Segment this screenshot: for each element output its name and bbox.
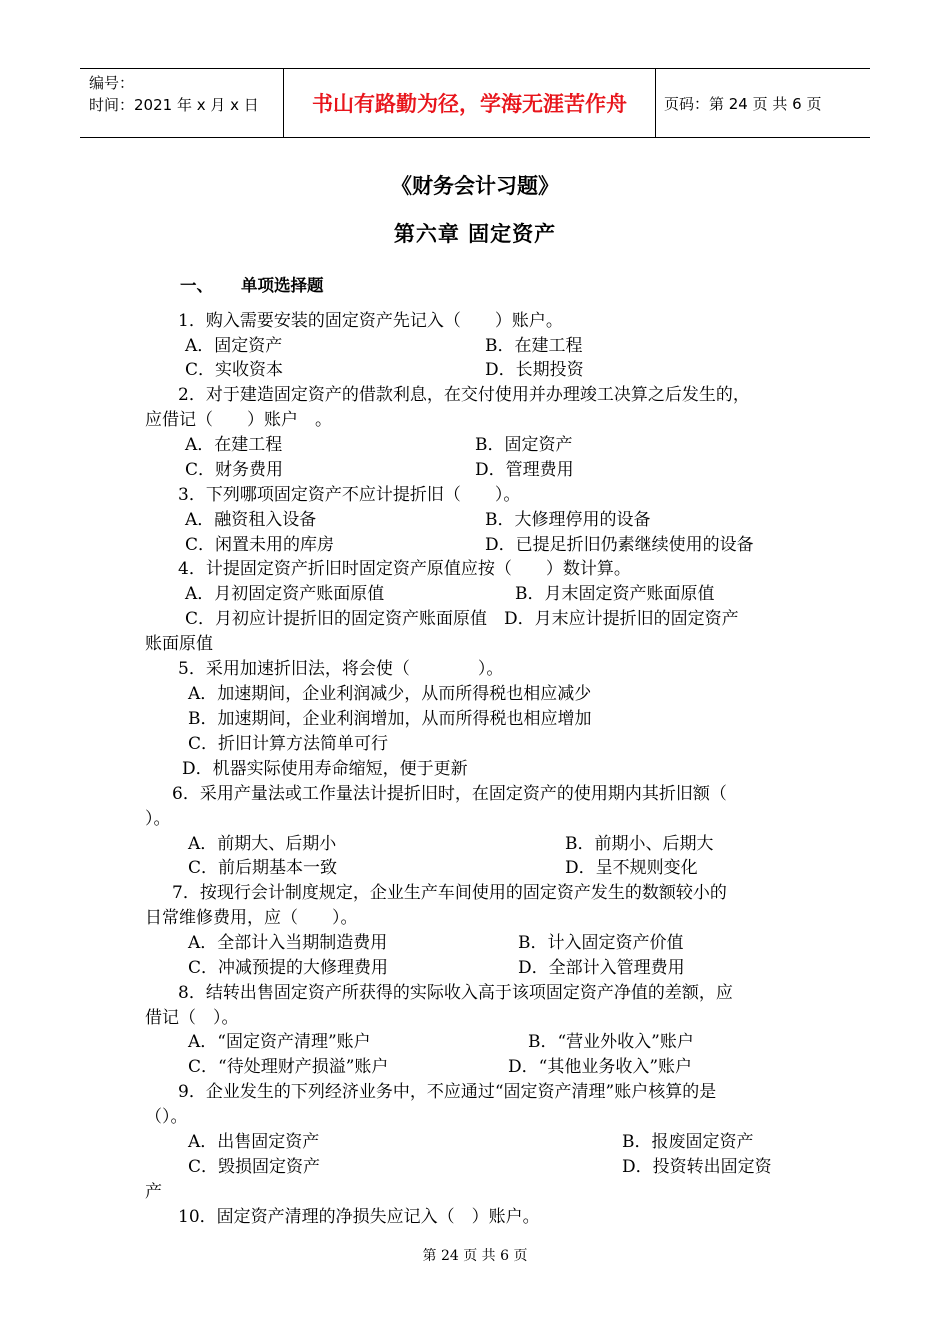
header-motto: 书山有路勤为径，学海无涯苦作舟	[283, 69, 656, 137]
question-1-option-d: D．长期投资	[485, 360, 584, 380]
question-6-option-d: D．呈不规则变化	[565, 858, 698, 878]
question-8-option-b: B．“营业外收入”账户	[528, 1032, 694, 1052]
question-3-stem: 3．下列哪项固定资产不应计提折旧（ ）。	[178, 485, 521, 505]
question-9-option-d: D．投资转出固定资	[622, 1157, 772, 1177]
section-heading	[180, 272, 324, 296]
question-9-option-a: A．出售固定资产	[188, 1132, 320, 1152]
question-9-stem-cont: （）。	[145, 1107, 188, 1127]
question-3-option-a: A．融资租入设备	[185, 510, 317, 530]
question-6-option-b: B．前期小、后期大	[565, 834, 714, 854]
question-5-option-c: C．折旧计算方法简单可行	[188, 734, 389, 754]
header-meta	[80, 69, 283, 137]
question-6-stem: 6．采用产量法或工作量法计提折旧时，在固定资产的使用期内其折旧额（	[172, 784, 727, 804]
question-7-stem-cont: 日常维修费用，应（ ）。	[145, 908, 358, 928]
question-2-stem: 2．对于建造固定资产的借款利息，在交付使用并办理竣工决算之后发生的，	[178, 385, 750, 405]
question-3-option-b: B．大修理停用的设备	[485, 510, 651, 530]
question-9-option-cont: 产	[145, 1182, 162, 1202]
question-4-option-a: A．月初固定资产账面原值	[185, 584, 385, 604]
question-1-option-a: A．固定资产	[185, 336, 283, 356]
question-8-stem-cont: 借记（ ）。	[145, 1008, 239, 1028]
chapter-title: 第六章 固定资产	[393, 222, 557, 246]
question-9-option-b: B．报废固定资产	[622, 1132, 754, 1152]
question-2-stem-cont: 应借记（ ）账户 。	[145, 410, 332, 430]
question-8-option-d: D．“其他业务收入”账户	[508, 1057, 693, 1077]
question-5-stem: 5．采用加速折旧法，将会使（ ）。	[178, 659, 504, 679]
question-7-option-c: C．冲减预提的大修理费用	[188, 958, 389, 978]
question-8-stem: 8．结转出售固定资产所获得的实际收入高于该项固定资产净值的差额，应	[178, 983, 733, 1003]
question-2-option-d: D．管理费用	[475, 460, 574, 480]
question-1-stem: 1．购入需要安装的固定资产先记入（ ）账户。	[178, 311, 563, 331]
question-2-option-b: B．固定资产	[475, 435, 573, 455]
question-9-stem: 9．企业发生的下列经济业务中，不应通过“固定资产清理”账户核算的是	[178, 1082, 717, 1102]
question-1-option-b: B．在建工程	[485, 336, 583, 356]
number-label: 编号：	[89, 74, 135, 92]
question-8-option-a: A．“固定资产清理”账户	[188, 1032, 371, 1052]
question-3-option-c: C．闲置未用的库房	[185, 535, 335, 555]
question-4-option-b: B．月末固定资产账面原值	[515, 584, 715, 604]
section-number: 一、	[180, 276, 213, 295]
question-7-option-a: A．全部计入当期制造费用	[188, 933, 388, 953]
question-3-option-d: D．已提足折旧仍素继续使用的设备	[485, 535, 754, 555]
question-4-option-cd: C．月初应计提折旧的固定资产账面原值 D．月末应计提折旧的固定资产	[185, 609, 739, 629]
time-label: 时间：2021 年 x 月 x 日	[89, 96, 259, 114]
question-5-option-b: B．加速期间，企业利润增加，从而所得税也相应增加	[188, 709, 592, 729]
question-6-stem-cont: ）。	[145, 809, 171, 829]
question-6-option-a: A．前期大、后期小	[188, 834, 337, 854]
header-page-code: 页码：第 24 页 共 6 页	[664, 94, 822, 113]
page-header	[80, 68, 870, 138]
question-7-option-b: B．计入固定资产价值	[518, 933, 684, 953]
question-8-option-c: C．“待处理财产损溢”账户	[188, 1057, 389, 1077]
question-2-option-c: C．财务费用	[185, 460, 284, 480]
question-4-stem: 4．计提固定资产折旧时固定资产原值应按（ ）数计算。	[178, 559, 631, 579]
question-1-option-c: C．实收资本	[185, 360, 284, 380]
question-10-stem: 10．固定资产清理的净损失应记入（ ）账户。	[178, 1207, 540, 1227]
question-6-option-c: C．前后期基本一致	[188, 858, 338, 878]
section-label: 单项选择题	[241, 276, 324, 295]
document-title: 《财务会计习题》	[391, 174, 559, 198]
question-7-option-d: D．全部计入管理费用	[518, 958, 685, 978]
question-4-option-cont: 账面原值	[145, 634, 213, 654]
question-2-option-a: A．在建工程	[185, 435, 283, 455]
page-footer: 第 24 页 共 6 页	[422, 1248, 528, 1264]
question-5-option-d: D．机器实际使用寿命缩短，便于更新	[182, 759, 468, 779]
question-5-option-a: A．加速期间，企业利润减少，从而所得税也相应减少	[188, 684, 592, 704]
question-9-option-c: C．毁损固定资产	[188, 1157, 321, 1177]
question-7-stem: 7．按现行会计制度规定，企业生产车间使用的固定资产发生的数额较小的	[172, 883, 727, 903]
